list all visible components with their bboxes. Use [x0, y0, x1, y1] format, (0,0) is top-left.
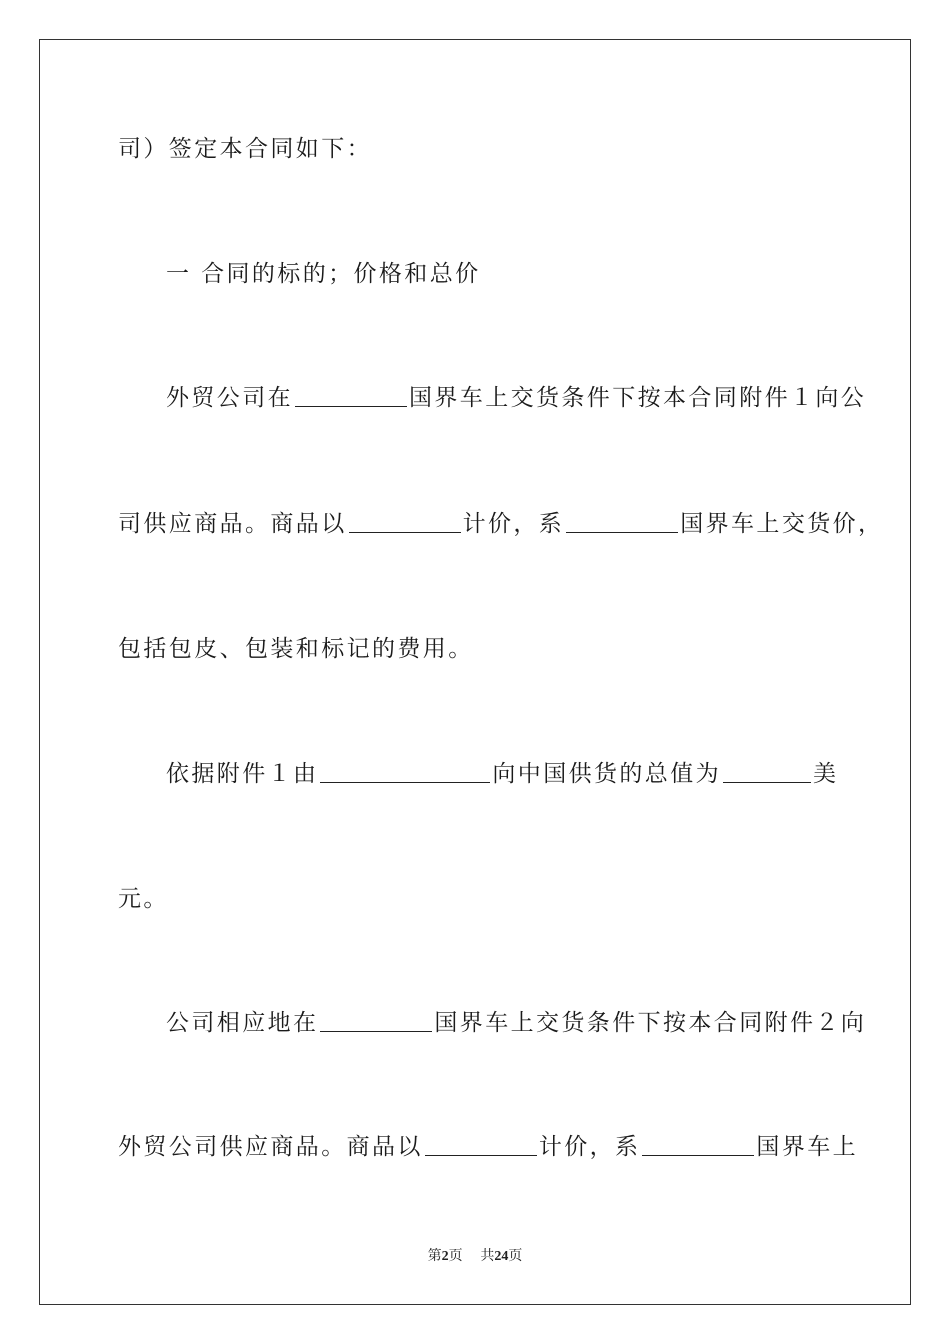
page-border: [39, 39, 911, 1305]
fill-blank[interactable]: [349, 512, 461, 533]
text-line-8: [166, 1008, 866, 1038]
page-number: 2: [441, 1249, 449, 1264]
section-heading-text: 一 合同的标的；价格和总价: [166, 261, 481, 287]
page-footer: [0, 1245, 950, 1265]
text-line-7: [118, 884, 169, 914]
line-6-text-b: 向中国供货的总值为: [492, 761, 722, 787]
line-8-text-a: 公司相应地在: [166, 1010, 319, 1036]
fill-blank[interactable]: [320, 1011, 432, 1032]
section-heading: [166, 259, 481, 289]
total-suffix: 页: [508, 1248, 523, 1264]
line-5-text: 包括包皮、包装和标记的费用。: [118, 636, 474, 662]
line-4-text-a: 司供应商品。商品以: [118, 511, 347, 537]
line-4-text-c: 国界车上交货价，: [680, 511, 884, 537]
text-line-4: [118, 509, 883, 539]
line-1-text: 司）签定本合同如下：: [118, 136, 372, 162]
fill-blank[interactable]: [566, 512, 678, 533]
line-6-text-a: 依据附件１由: [166, 761, 319, 787]
line-9-text-c: 国界车上: [756, 1134, 859, 1160]
fill-blank[interactable]: [295, 386, 407, 407]
line-8-text-b: 国界车上交货条件下按本合同附件２向: [434, 1010, 867, 1036]
line-9-text-a: 外贸公司供应商品。商品以: [118, 1134, 423, 1160]
text-line-3: [166, 383, 866, 413]
total-prefix: 共: [480, 1248, 495, 1264]
text-line-9: [118, 1132, 858, 1162]
fill-blank[interactable]: [320, 762, 490, 783]
page-suffix: 页: [448, 1248, 463, 1264]
fill-blank[interactable]: [723, 762, 811, 783]
text-line-5: [118, 634, 474, 664]
page-prefix: 第: [427, 1248, 442, 1264]
fill-blank[interactable]: [642, 1135, 754, 1156]
line-7-text: 元。: [118, 886, 169, 912]
line-3-text-b: 国界车上交货条件下按本合同附件１向公: [409, 385, 867, 411]
text-line-6: [166, 759, 838, 789]
text-line-1: [118, 134, 372, 164]
total-pages: 24: [494, 1249, 509, 1264]
line-4-text-b: 计价，系: [462, 511, 565, 537]
line-9-text-b: 计价，系: [538, 1134, 641, 1160]
fill-blank[interactable]: [425, 1135, 537, 1156]
line-6-text-c: 美: [813, 761, 839, 787]
line-3-text-a: 外贸公司在: [166, 385, 293, 411]
